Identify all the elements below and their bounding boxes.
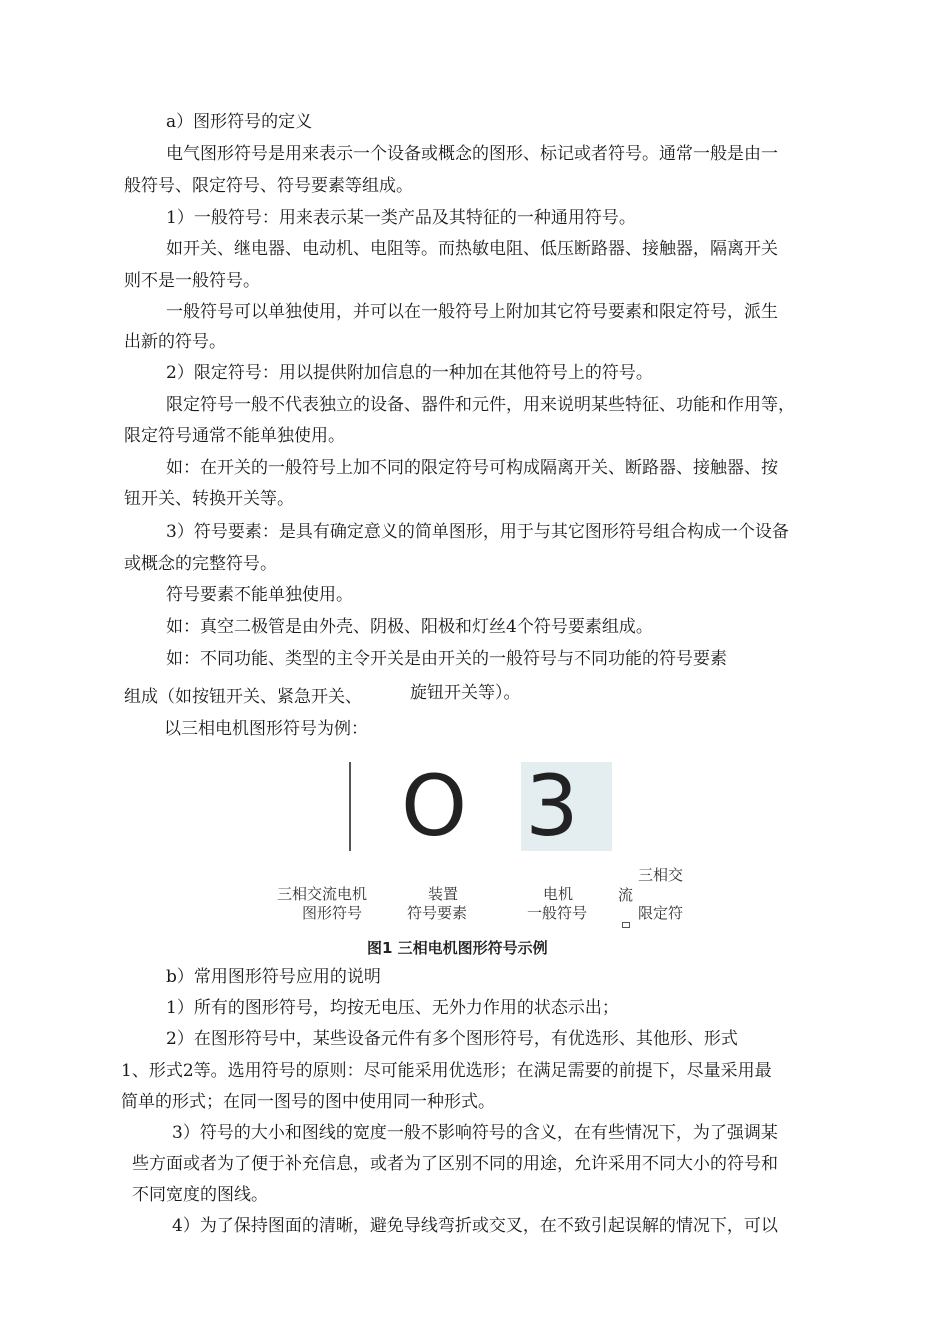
figure-label-motor: 三相交流电机 [277,885,368,903]
figure-caption: 图1 三相电机图形符号示例 [367,939,548,957]
paragraph-line: 1）所有的图形符号，均按无电压、无外力作用的状态示出； [166,998,619,1018]
small-mark [622,922,630,928]
paragraph-line: 如：真空二极管是由外壳、阴极、阳极和灯丝4个符号要素组成。 [166,617,653,637]
figure-label-motor-sub: 图形符号 [302,904,363,922]
paragraph-line: 符号要素不能单独使用。 [166,585,353,605]
paragraph-line: 如开关、继电器、电动机、电阻等。而热敏电阻、低压断路器、接触器，隔离开关 [166,239,778,259]
figure-label-device-sub: 符号要素 [407,904,468,922]
paragraph-line: 2）在图形符号中，某些设备元件有多个图形符号，有优选形、其他形、形式 [166,1029,738,1049]
paragraph-line: 电气图形符号是用来表示一个设备或概念的图形、标记或者符号。通常一般是由一 [166,144,778,164]
paragraph-line: 限定符号通常不能单独使用。 [124,426,345,446]
paragraph-line: 或概念的完整符号。 [124,554,277,574]
paragraph-line: 组成（如按钮开关、紧急开关、 [124,687,362,707]
paragraph-line: 不同宽度的图线。 [132,1185,268,1205]
paragraph-line: 旋钮开关等）。 [410,683,521,703]
section-heading-a: a）图形符号的定义 [166,112,313,132]
paragraph-line: 钮开关、转换开关等。 [124,489,294,509]
figure-label-qualifier: 三相交 [638,866,684,884]
paragraph-line: 出新的符号。 [124,332,226,352]
paragraph-line: 以三相电机图形符号为例： [164,719,368,739]
paragraph-line: 限定符号一般不代表独立的设备、器件和元件，用来说明某些特征、功能和作用等， [166,395,795,415]
paragraph-line: 如：在开关的一般符号上加不同的限定符号可构成隔离开关、断路器、接触器、按 [166,458,778,478]
paragraph-line: 3）符号要素：是具有确定意义的简单图形，用于与其它图形符号组合构成一个设备 [166,522,789,542]
figure-label-general-sub: 一般符号 [527,904,588,922]
paragraph-line: 如：不同功能、类型的主令开关是由开关的一般符号与不同功能的符号要素 [166,649,727,669]
paragraph-line: 简单的形式；在同一图号的图中使用同一种形式。 [121,1092,495,1112]
vertical-rule [349,762,351,851]
figure-label-qualifier-sub: 限定符 [638,904,684,922]
figure-label-device: 装置 [428,885,459,903]
paragraph-line: 1）一般符号：用来表示某一类产品及其特征的一种通用符号。 [166,208,636,228]
paragraph-line: 一般符号可以单独使用，并可以在一般符号上附加其它符号要素和限定符号，派生 [166,302,778,322]
paragraph-line: 3）符号的大小和图线的宽度一般不影响符号的含义，在有些情况下，为了强调某 [172,1123,778,1143]
paragraph-line: 些方面或者为了便于补充信息，或者为了区别不同的用途，允许采用不同大小的符号和 [132,1154,778,1174]
paragraph-line: 则不是一般符号。 [124,271,260,291]
three-phase-symbol: 3 [525,757,579,855]
paragraph-line: 般符号、限定符号、符号要素等组成。 [124,176,413,196]
paragraph-line: 1、形式2等。选用符号的原则：尽可能采用优选形；在满足需要的前提下，尽量采用最 [121,1061,772,1081]
motor-circle-symbol: O [400,757,468,855]
figure-label-general: 电机 [543,885,574,903]
paragraph-line: 2）限定符号：用以提供附加信息的一种加在其他符号上的符号。 [166,363,653,383]
paragraph-line: 4）为了保持图面的清晰，避免导线弯折或交叉，在不致引起误解的情况下，可以 [172,1216,778,1236]
section-heading-b: b）常用图形符号应用的说明 [166,967,381,987]
figure-label-flow: 流 [618,886,634,904]
